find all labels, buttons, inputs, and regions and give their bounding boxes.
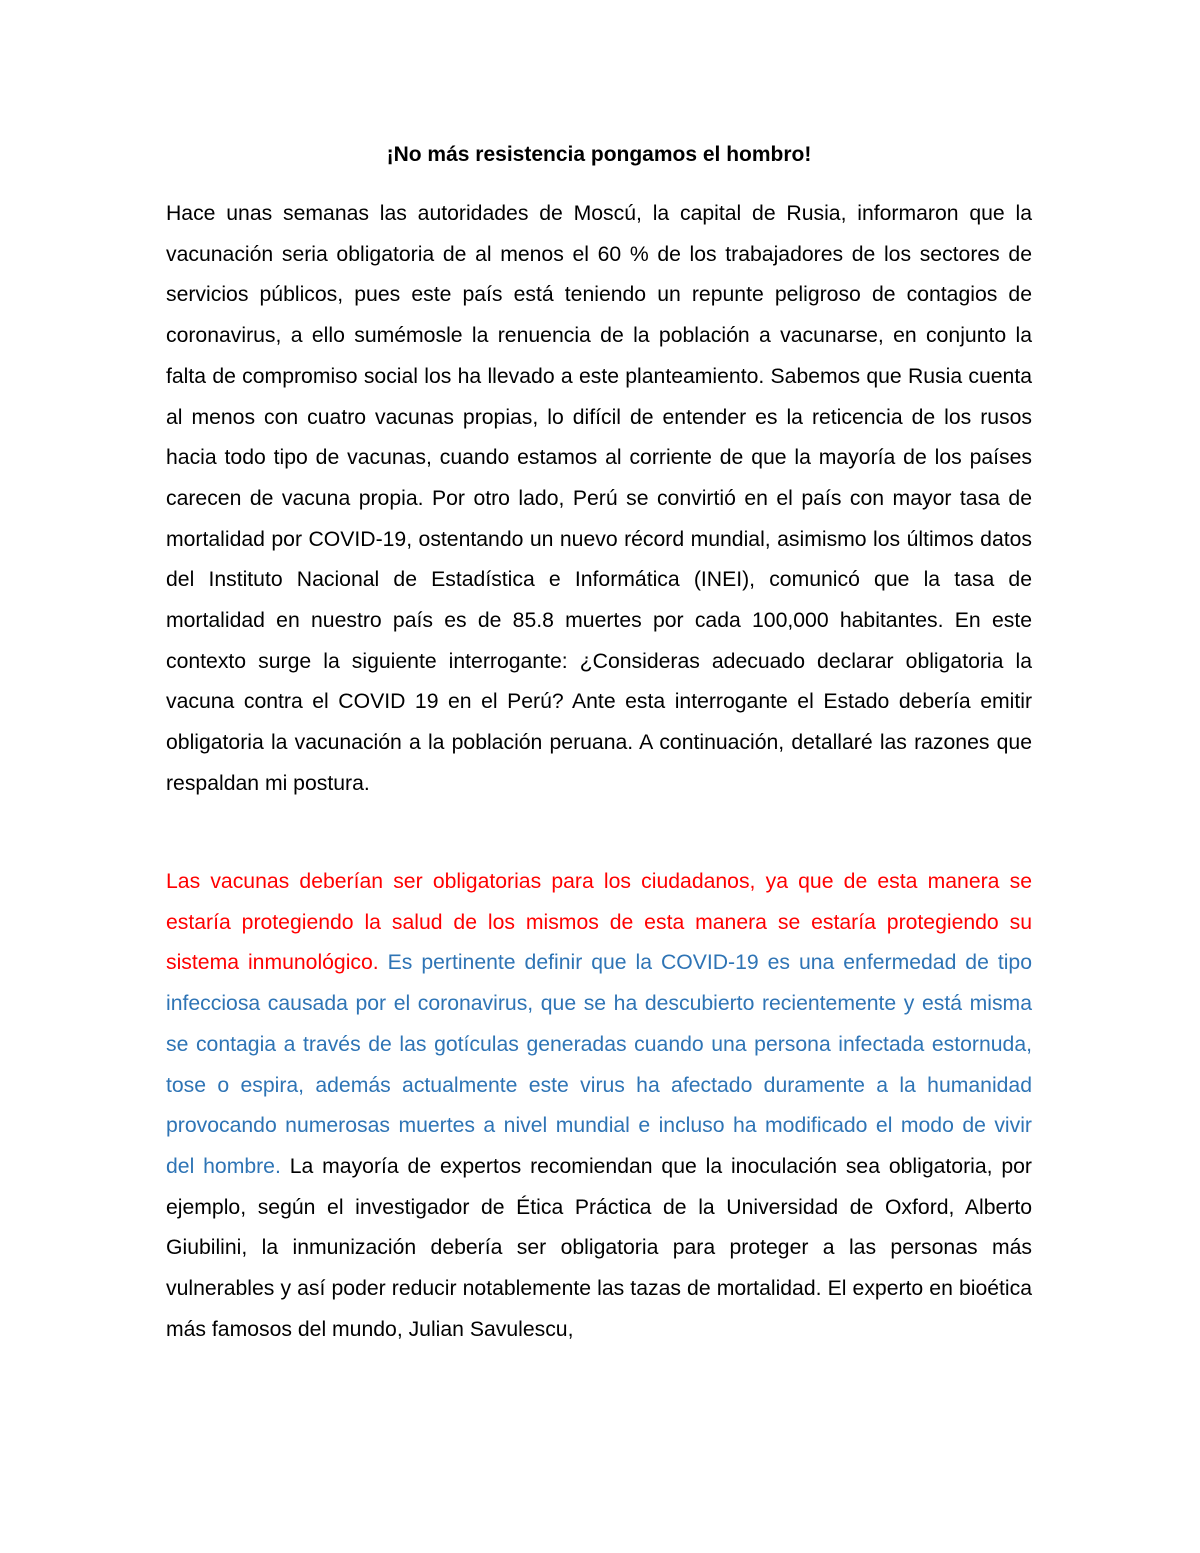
document-title: ¡No más resistencia pongamos el hombro!: [386, 143, 812, 166]
highlighted-definition-blue: Es pertinente definir que la COVID-19 es una enfermedad de tipo infecciosa causada por el coronavirus, que se ha descubierto recientemente y está misma se contagia a través de las gotículas generadas cuando una persona infectada estornuda, tose o espira, además actualmente este virus ha afectado duramente a la humanidad provocando numerosas muertes a nivel mundial e incluso ha modificado el modo de vivir del hombre.: [166, 951, 1032, 1178]
highlighted-claim-red: Las vacunas deberían ser obligatorias para los ciudadanos, ya que de esta manera se estaría protegiendo la salud de los mismos de esta manera se estaría protegiendo su sistema inmunológico.: [166, 870, 1032, 975]
paragraph-argument: [166, 862, 1032, 1350]
paragraph-introduction: Hace unas semanas las autoridades de Moscú, la capital de Rusia, informaron que la vacunación seria obligatoria de al menos el 60 % de los trabajadores de los sectores de servicios públicos, pues este país está teniendo un repunte peligroso de contagios de coronavirus, a ello sumémosle la renuencia de la población a vacunarse, en conjunto la falta de compromiso social los ha llevado a este planteamiento. Sabemos que Rusia cuenta al menos con cuatro vacunas propias, lo difícil de entender es la reticencia de los rusos hacia todo tipo de vacunas, cuando estamos al corriente de que la mayoría de los países carecen de vacuna propia. Por otro lado, Perú se convirtió en el país con mayor tasa de mortalidad por COVID-19, ostentando un nuevo récord mundial, asimismo los últimos datos del Instituto Nacional de Estadística e Informática (INEI), comunicó que la tasa de mortalidad en nuestro país es de 85.8 muertes por cada 100,000 habitantes. En este contexto surge la siguiente interrogante: ¿Consideras adecuado declarar obligatoria la vacuna contra el COVID 19 en el Perú? Ante esta interrogante el Estado debería emitir obligatoria la vacunación a la población peruana. A continuación, detallaré las razones que respaldan mi postura.: [166, 202, 1032, 795]
supporting-evidence-text: La mayoría de expertos recomiendan que la inoculación sea obligatoria, por ejemplo, según el investigador de Ética Práctica de la Universidad de Oxford, Alberto Giubilini, la inmunización debería ser obligatoria para proteger a las personas más vulnerables y así poder reducir notablemente las tazas de mortalidad. El experto en bioética más famosos del mundo, Julian Savulescu,: [166, 1154, 1032, 1341]
